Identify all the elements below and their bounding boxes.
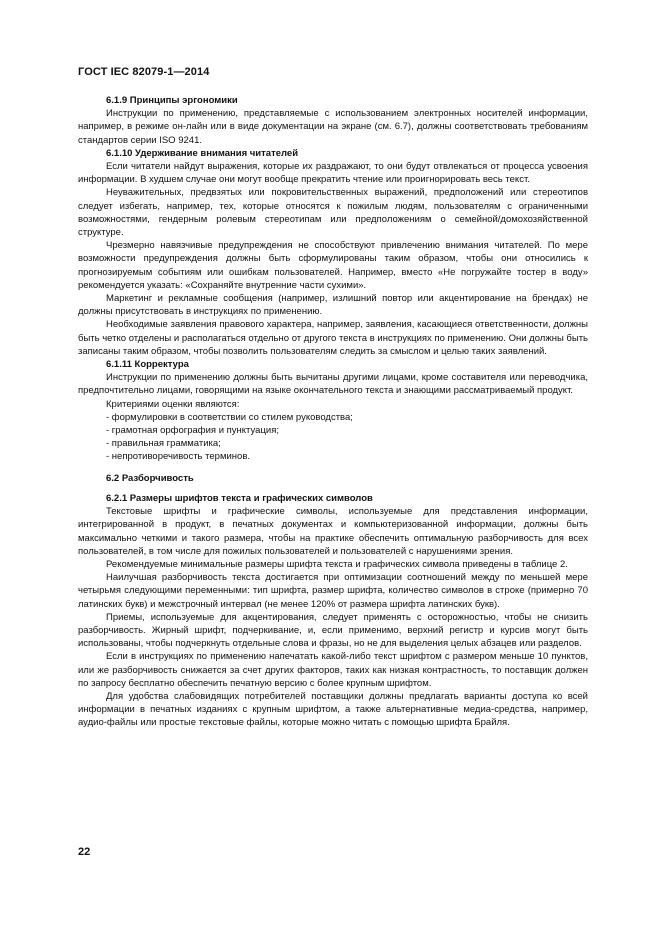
list-item: - грамотная орфография и пунктуация; <box>106 425 279 437</box>
document-header: ГОСТ IEC 82079-1—2014 <box>78 66 210 78</box>
paragraph: Наилучшая разборчивость текста достигается при оптимизации соотношений между по меньшей мере четырьмя следующими переменными: тип шрифта, размер шрифта, количество символов в строке (примерно 70 латинских букв) и межстрочный интервал (не менее 120% от размера шрифта латинских букв). <box>78 572 588 610</box>
paragraph: Приемы, используемые для акцентирования, следует применять с осторожностью, чтобы не снизить разборчивость. Жирный шрифт, подчеркивание, и, если применимо, верхний регистр и курсив могут быть использованы, чтобы подчеркнуть отдельные слова и фразы, но не для выделения целых абзацев или разделов. <box>78 611 588 650</box>
list-item: - правильная грамматика; <box>106 438 221 450</box>
list-item: - непротиворечивость терминов. <box>106 451 251 463</box>
paragraph: Маркетинг и рекламные сообщения (например, излишний повтор или акцентирование на брендах) не должны присутствовать в инструкциях по применению. <box>78 293 588 318</box>
paragraph: Инструкции по применению должны быть вычитаны другими лицами, кроме составителя или переводчика, предпочтительно лицами, говорящими на языке окончательного текста и знающими рассматриваемый продукт. <box>78 372 588 397</box>
paragraph: Если читатели найдут выражения, которые их раздражают, то они будут отвлекаться от процесса усвоения информации. В худшем случае они могут вообще прекратить чтение или проигнорировать весь текст. <box>78 161 588 186</box>
paragraph: Неуважительных, предвзятых или покровительственных выражений, предположений или стереотипов следует избегать, например, тех, которые относятся к пожилым людям, пользователям с ограниченными возможностями, гендерным ролевым стереотипам или предположениям о семейной/домохозяйственной структуре. <box>78 187 588 239</box>
section-heading: 6.1.10 Удерживание внимания читателей <box>106 147 299 159</box>
paragraph: Если в инструкциях по применению напечатать какой-либо текст шрифтом с размером меньше 10 пунктов, или же разборчивость снижается за счет других факторов, таких как низкая контрастность, то поставщик должен по запросу бесплатно обеспечить печатную версию с более крупным шрифтом. <box>78 651 588 689</box>
criteria-intro: Критериями оценки являются: <box>106 398 240 410</box>
section-heading: 6.2.1 Размеры шрифтов текста и графических символов <box>106 492 373 504</box>
paragraph: Чрезмерно навязчивые предупреждения не способствуют привлечению внимания читателей. По мере возможности предупреждения должны быть сформулированы таким образом, чтобы они относились к прогнозируемым событиям или ошибкам пользователей. Например, вместо «Не погружайте тостер в воду» рекомендуется указать: «Сохраняйте внутренние части сухими». <box>78 240 588 291</box>
paragraph: Необходимые заявления правового характера, например, заявления, касающиеся ответственности, должны быть четко отделены и располагаться отдельно от другого текста в инструкциях по применению. Они должны быть записаны таким образом, чтобы позволить пользователям следить за смыслом и целью таких заявлений. <box>78 319 588 357</box>
section-heading: 6.1.9 Принципы эргономики <box>106 95 238 106</box>
section-heading: 6.1.11 Корректура <box>106 359 189 371</box>
criteria-list <box>78 398 588 464</box>
paragraph: Для удобства слабовидящих потребителей поставщики должны предлагать варианты доступа ко всей информации в печатных изданиях с крупным шрифтом, а также альтернативные медиа-средства, например, аудио-файлы или простые текстовые файлы, которые можно читать с помощью шрифта Брайля. <box>78 690 588 729</box>
list-item: - формулировки в соответствии со стилем руководства; <box>106 411 353 423</box>
paragraph: Инструкции по применению, представляемые с использованием электронных носителей информации, например, в режиме он-лайн или в виде документации на экране (см. 6.7), должны соответствовать требованиям стандартов серии ISO 9241. <box>78 108 588 146</box>
paragraph: Рекомендуемые минимальные размеры шрифта текста и графических символа приведены в таблице 2. <box>106 558 568 570</box>
page-number: 22 <box>78 846 91 858</box>
page-content <box>78 94 588 730</box>
paragraph: Текстовые шрифты и графические символы, используемые для представления информации, интегрированной в продукт, в печатных документах и компьютеризованной информации, должны быть максимально четкими и такого размера, чтобы на практике обеспечить оптимальную разборчивость для всех пользователей, в том числе для пожилых пользователей и пользователей с нарушениями зрения. <box>78 506 588 557</box>
section-heading: 6.2 Разборчивость <box>106 472 194 484</box>
